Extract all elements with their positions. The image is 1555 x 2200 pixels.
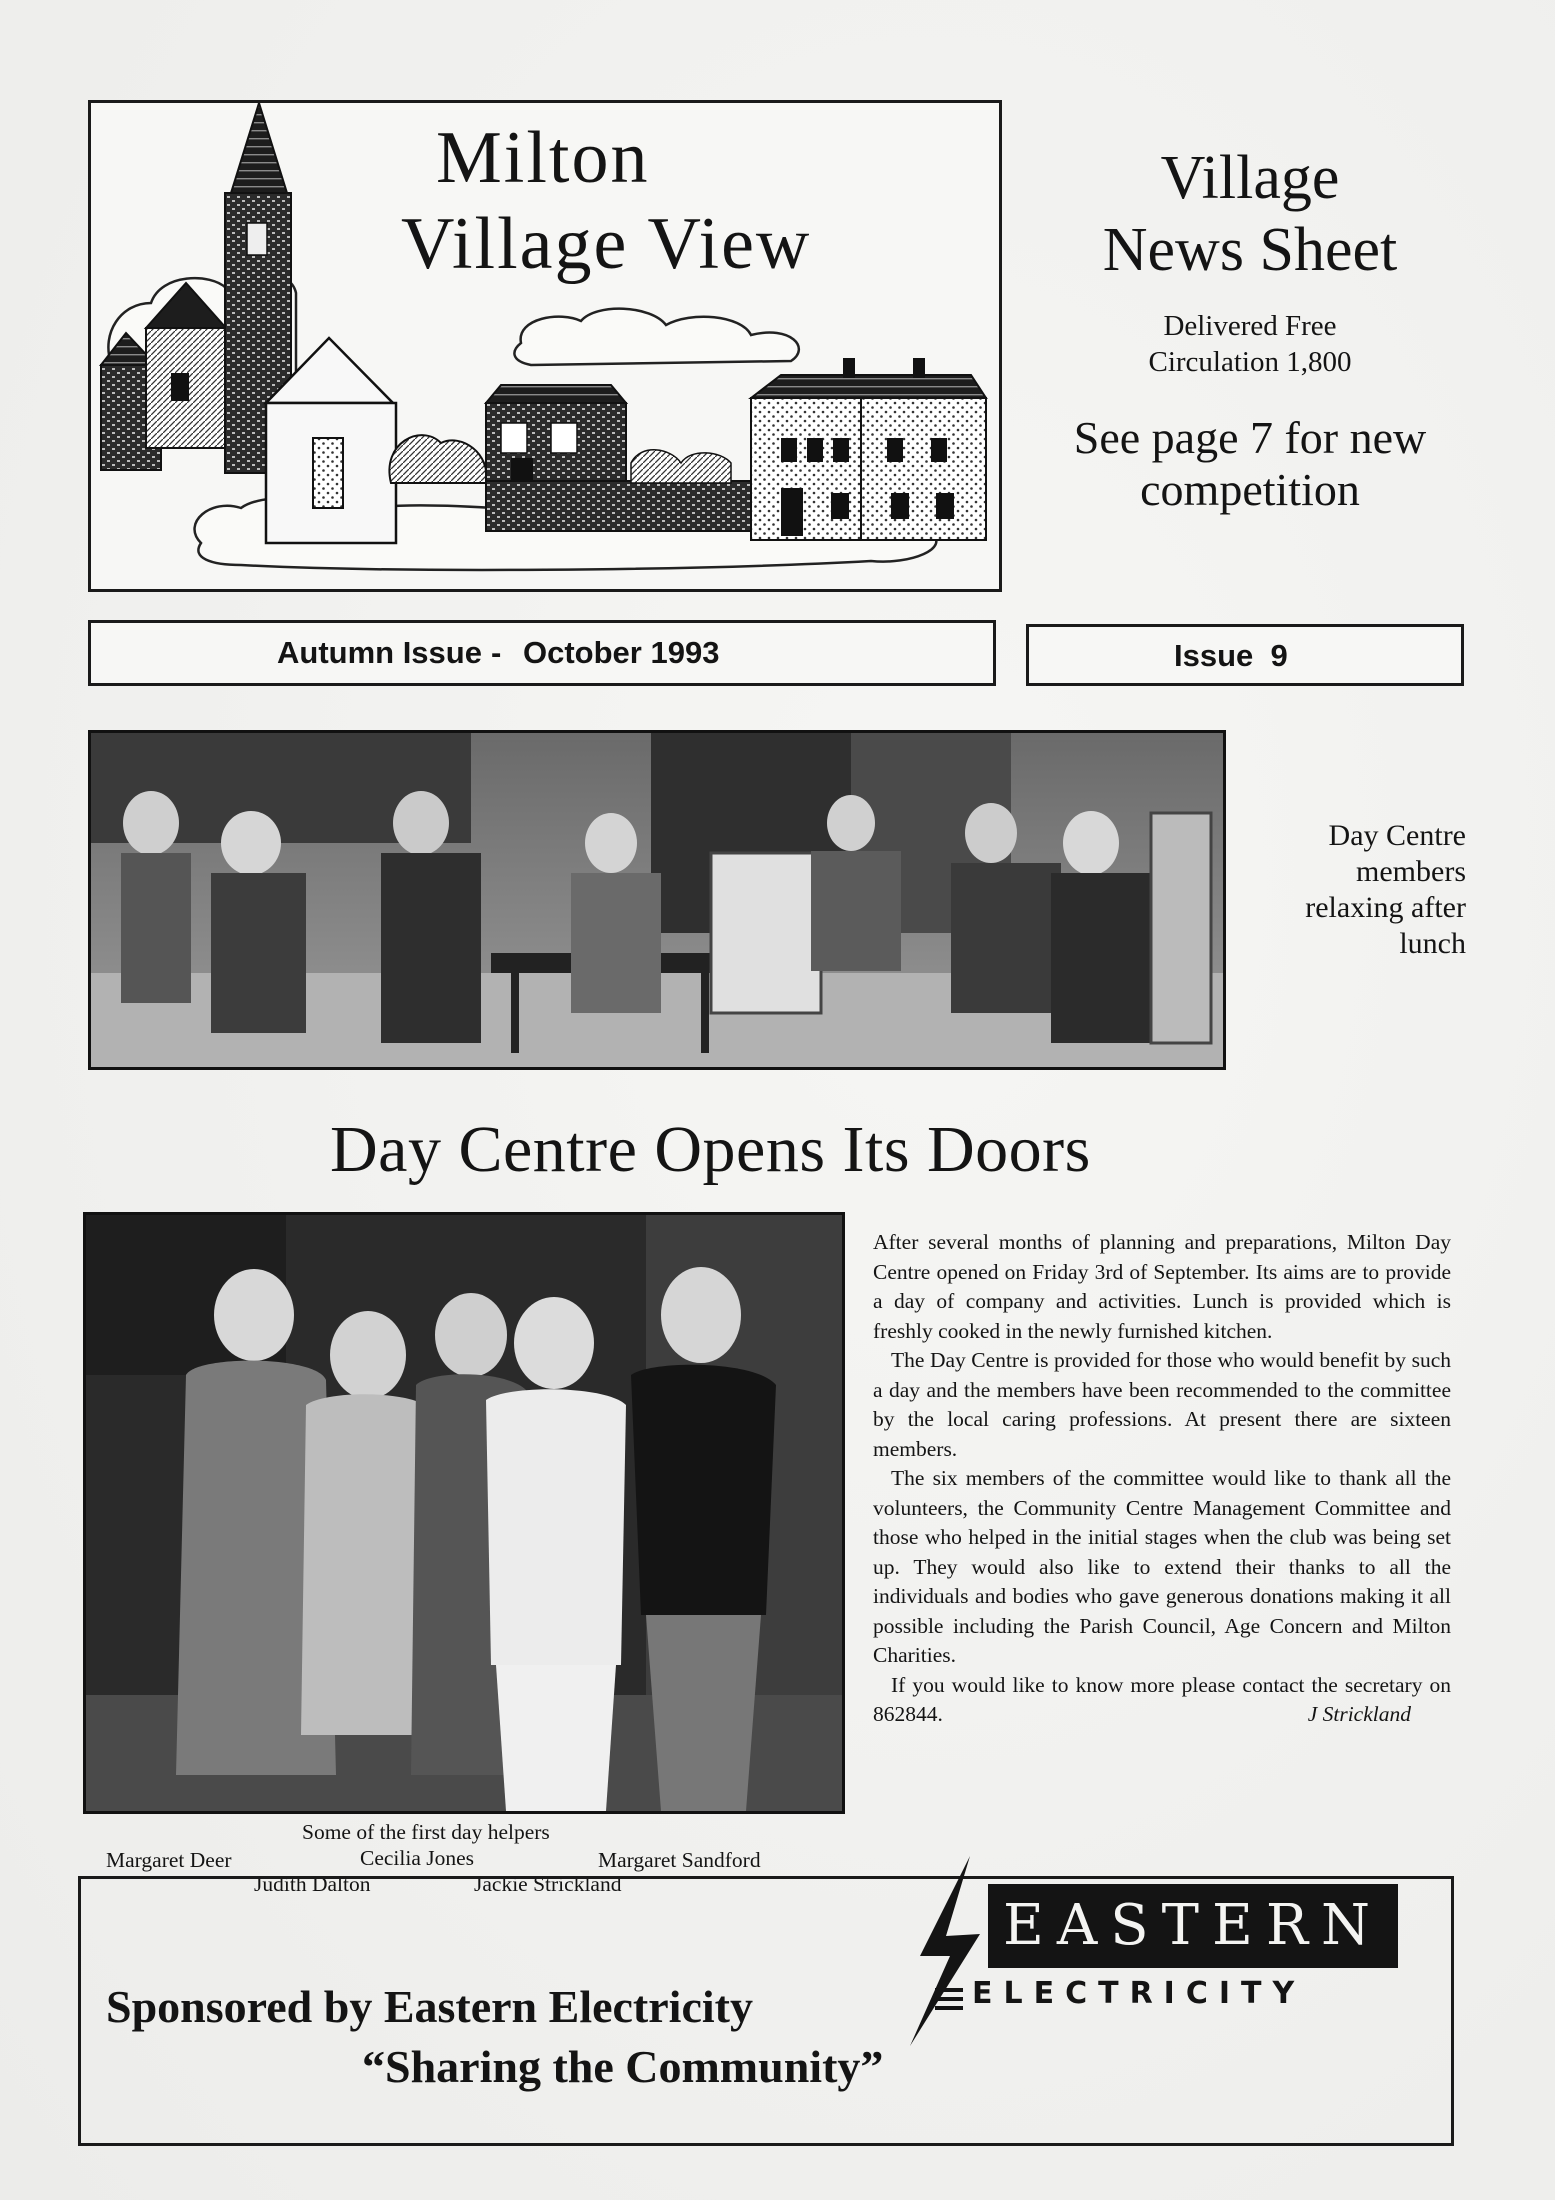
name-jackie-strickland: Jackie Strickland xyxy=(474,1872,622,1896)
news-sheet-details xyxy=(1020,308,1480,380)
news-sheet-village: Village xyxy=(1160,144,1340,212)
article-paragraph-2: The Day Centre is provided for those who would benefit by such a day and the members have been recommended to the committee by the local caring professions. At present there are sixteen members. xyxy=(873,1348,1451,1461)
masthead xyxy=(88,100,1002,592)
helpers-photo xyxy=(83,1212,845,1814)
article-paragraph-1: After several months of planning and preparations, Milton Day Centre opened on Friday 3rd of September. Its aims are to provide a day of company and activities. Lunch is provided which is freshly cooked in the newly furnished kitchen. xyxy=(873,1230,1451,1343)
issue-separator: - xyxy=(491,635,502,670)
issue-season: Autumn Issue xyxy=(277,635,482,670)
photo1-caption-line4: lunch xyxy=(1399,927,1466,960)
name-cecilia-jones: Cecilia Jones xyxy=(360,1846,475,1870)
issue-date: October 1993 xyxy=(523,635,720,670)
photo1-caption-line2: members xyxy=(1356,855,1466,888)
name-margaret-sandford: Margaret Sandford xyxy=(598,1848,761,1872)
article-paragraph-3: The six members of the committee would like to thank all the volunteers, the Community Centre Management Committee and those who helped in the initial stages when the club was being set up. They would also like to extend their thanks to all the individuals and bodies who gave generous donations making it all possible including the Parish Council, Age Concern and Milton Charities. xyxy=(873,1466,1451,1667)
day-centre-photo xyxy=(88,730,1226,1070)
photo1-caption xyxy=(1240,818,1466,962)
masthead-title-village-view: Village View xyxy=(401,203,812,285)
headline: Day Centre Opens Its Doors xyxy=(330,1113,1091,1186)
competition-notice xyxy=(1020,412,1480,516)
name-margaret-deer: Margaret Deer xyxy=(106,1848,232,1872)
sponsor-slogan: “Sharing the Community” xyxy=(362,2041,884,2092)
name-judith-dalton: Judith Dalton xyxy=(254,1872,371,1896)
article-paragraph-4 xyxy=(873,1671,1451,1730)
helpers-caption-title: Some of the first day helpers xyxy=(302,1820,550,1844)
circulation: Circulation 1,800 xyxy=(1148,346,1352,378)
article-contact: If you would like to know more please contact the secretary on 862844. xyxy=(873,1672,1451,1726)
eastern-electricity-wordmark: ELECTRICITY xyxy=(972,1976,1306,2011)
article-author: J Strickland xyxy=(1307,1702,1411,1726)
news-sheet-title-line: News Sheet xyxy=(1102,216,1398,284)
issue-date-bar xyxy=(88,620,996,686)
helpers-photo-image xyxy=(86,1215,842,1811)
news-sheet-title xyxy=(1020,142,1480,286)
article-body xyxy=(873,1228,1451,1730)
delivered-free: Delivered Free xyxy=(1163,310,1337,342)
photo1-caption-line3: relaxing after xyxy=(1305,891,1466,924)
competition-line1: See page 7 for new xyxy=(1073,412,1427,463)
eastern-electricity-logo: EASTERN xyxy=(988,1884,1398,1968)
issue-number: Issue 9 xyxy=(1174,638,1288,673)
masthead-title-milton: Milton xyxy=(436,117,650,199)
lightning-bolt-icon xyxy=(900,1856,990,2046)
photo1-caption-line1: Day Centre xyxy=(1328,819,1466,852)
logo-bars-icon xyxy=(935,1988,963,2010)
issue-number-box xyxy=(1026,624,1464,686)
day-centre-photo-image xyxy=(91,733,1223,1067)
sponsor-line: Sponsored by Eastern Electricity xyxy=(106,1981,753,2032)
competition-line2: competition xyxy=(1140,464,1360,515)
